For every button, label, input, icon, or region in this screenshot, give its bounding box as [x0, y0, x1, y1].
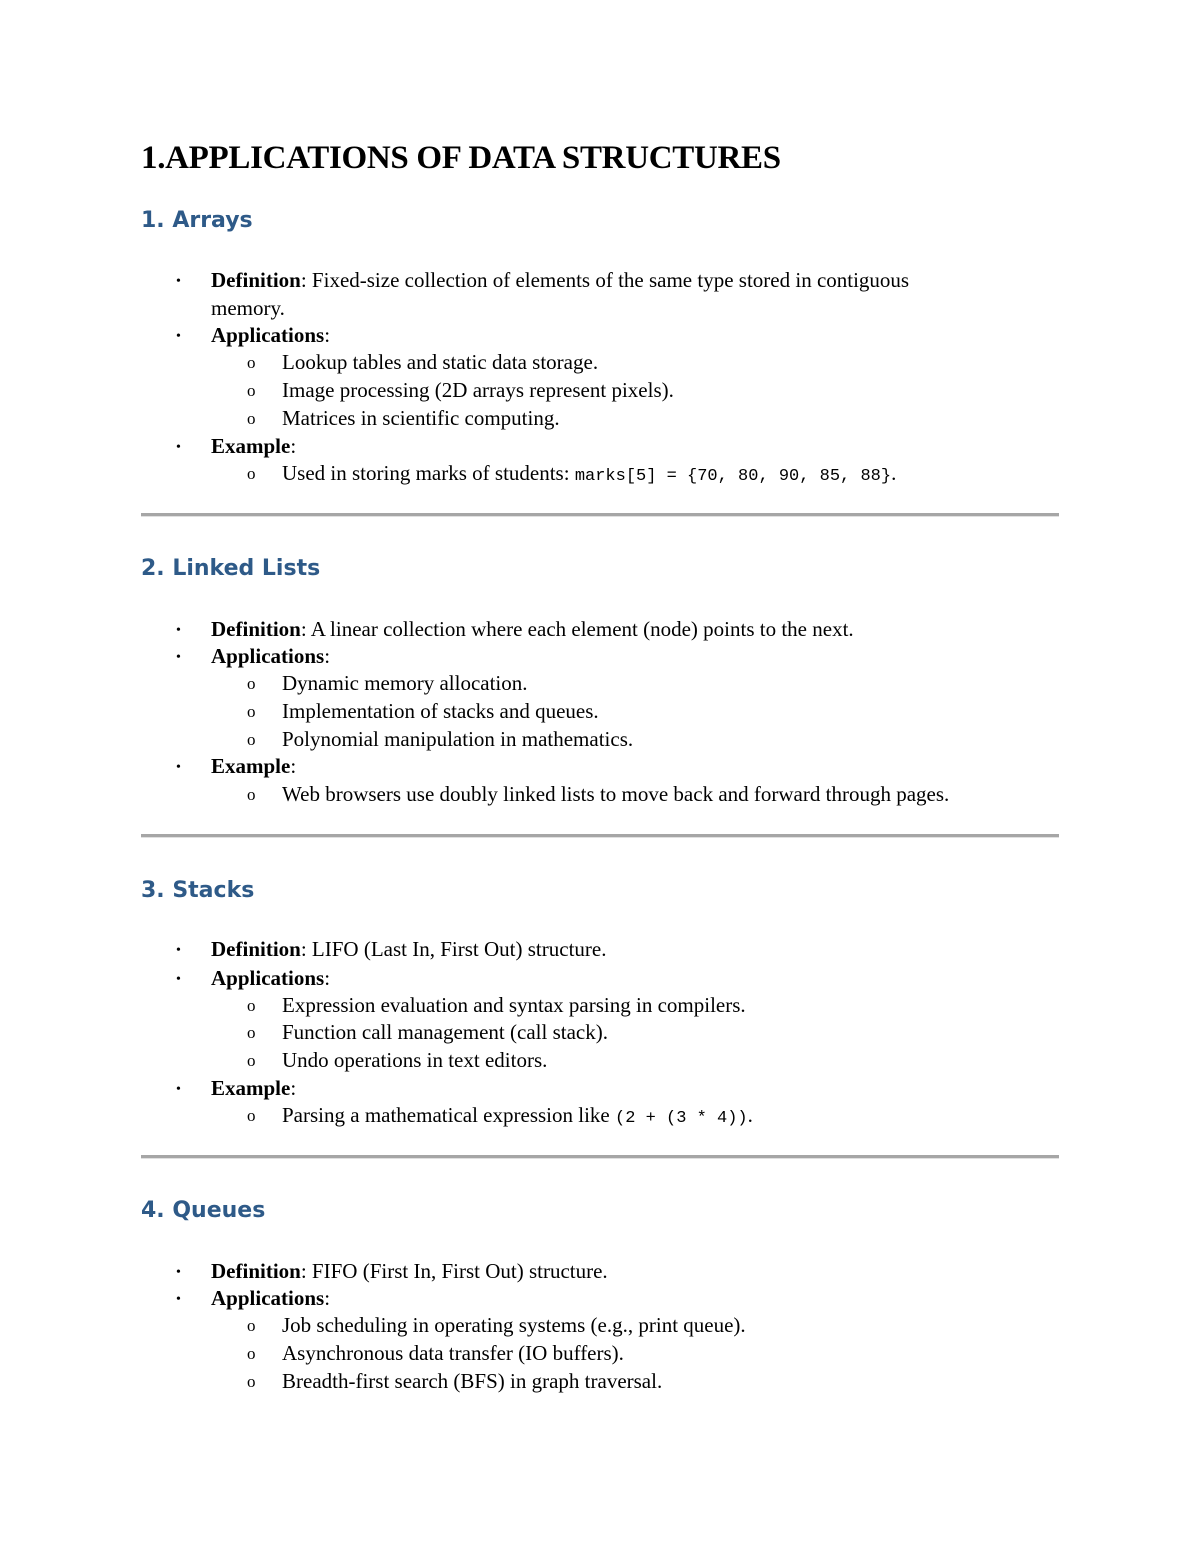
horizontal-divider: [141, 1155, 1059, 1159]
colon: :: [324, 644, 331, 668]
sub-bullet-icon: o: [247, 381, 256, 400]
applications-label: Applications: [211, 323, 325, 347]
sub-bullet-icon: o: [247, 464, 256, 483]
application-item: Lookup tables and static data storage.: [282, 350, 599, 374]
application-item: Breadth-first search (BFS) in graph traversal.: [282, 1369, 663, 1393]
example-code: (2 + (3 * 4)): [615, 1109, 748, 1128]
bullet-icon: •: [176, 760, 181, 775]
example-text: Parsing a mathematical expression like: [282, 1103, 615, 1127]
definition-line: [211, 1257, 608, 1285]
definition-label: Definition: [211, 937, 301, 961]
sub-bullet-icon: o: [247, 702, 256, 721]
sub-bullet-icon: o: [247, 353, 256, 372]
example-item: Web browsers use doubly linked lists to move back and forward through pages.: [282, 782, 950, 806]
bullet-icon: •: [176, 274, 181, 289]
sub-bullet-icon: o: [247, 1023, 256, 1042]
definition-label: Definition: [211, 1259, 301, 1283]
application-item: Dynamic memory allocation.: [282, 671, 528, 695]
example-label: Example: [211, 434, 291, 458]
sub-bullet-icon: o: [247, 1372, 256, 1391]
application-item: Asynchronous data transfer (IO buffers).: [282, 1341, 624, 1365]
example-label: Example: [211, 754, 291, 778]
example-line: [211, 752, 296, 780]
definition-text: : LIFO (Last In, First Out) structure.: [300, 937, 607, 961]
bullet-icon: •: [176, 943, 181, 958]
definition-label: Definition: [211, 268, 301, 292]
sub-bullet-icon: o: [247, 1316, 256, 1335]
definition-line: [211, 935, 606, 963]
horizontal-divider: [141, 834, 1059, 838]
bullet-icon: •: [176, 329, 181, 344]
applications-label: Applications: [211, 1286, 325, 1310]
application-item: Undo operations in text editors.: [282, 1048, 548, 1072]
applications-line: [211, 642, 330, 670]
example-item: [282, 1101, 753, 1133]
example-suffix: .: [747, 1103, 753, 1127]
colon: :: [290, 434, 297, 458]
colon: :: [324, 966, 331, 990]
example-item: [282, 459, 896, 491]
applications-label: Applications: [211, 966, 325, 990]
section-heading: 4. Queues: [141, 1198, 266, 1223]
bullet-icon: •: [176, 1292, 181, 1307]
colon: :: [290, 754, 297, 778]
application-item: Function call management (call stack).: [282, 1020, 608, 1044]
applications-line: [211, 1284, 330, 1312]
definition-text: : A linear collection where each element (node) points to the next.: [300, 617, 854, 641]
sub-bullet-icon: o: [247, 674, 256, 693]
example-line: [211, 432, 296, 460]
bullet-icon: •: [176, 1082, 181, 1097]
definition-line: [211, 615, 854, 643]
application-item: Job scheduling in operating systems (e.g., print queue).: [282, 1313, 746, 1337]
applications-line: [211, 964, 330, 992]
bullet-icon: •: [176, 1265, 181, 1280]
colon: :: [290, 1076, 297, 1100]
applications-line: [211, 321, 330, 349]
sub-bullet-icon: o: [247, 409, 256, 428]
section-heading: 2. Linked Lists: [141, 556, 321, 581]
bullet-icon: •: [176, 623, 181, 638]
definition-continuation: memory.: [211, 296, 285, 320]
sub-bullet-icon: o: [247, 730, 256, 749]
horizontal-divider: [141, 513, 1059, 517]
sub-bullet-icon: o: [247, 1106, 256, 1125]
colon: :: [324, 1286, 331, 1310]
example-line: [211, 1074, 296, 1102]
bullet-icon: •: [176, 440, 181, 455]
application-item: Polynomial manipulation in mathematics.: [282, 727, 634, 751]
definition-text: : Fixed-size collection of elements of the same type stored in contiguous: [300, 268, 910, 292]
definition-label: Definition: [211, 617, 301, 641]
example-suffix: .: [891, 461, 897, 485]
application-item: Expression evaluation and syntax parsing in compilers.: [282, 993, 746, 1017]
sub-bullet-icon: o: [247, 785, 256, 804]
application-item: Image processing (2D arrays represent pixels).: [282, 378, 674, 402]
section-heading: 1. Arrays: [141, 208, 253, 233]
example-text: Used in storing marks of students:: [282, 461, 575, 485]
example-label: Example: [211, 1076, 291, 1100]
example-code: marks[5] = {70, 80, 90, 85, 88}: [574, 467, 892, 486]
section-heading: 3. Stacks: [141, 878, 255, 903]
bullet-icon: •: [176, 650, 181, 665]
sub-bullet-icon: o: [247, 1051, 256, 1070]
bullet-icon: •: [176, 972, 181, 987]
applications-label: Applications: [211, 644, 325, 668]
application-item: Matrices in scientific computing.: [282, 406, 560, 430]
document-title: 1.APPLICATIONS OF DATA STRUCTURES: [141, 140, 781, 176]
application-item: Implementation of stacks and queues.: [282, 699, 599, 723]
definition-line: [211, 266, 909, 294]
sub-bullet-icon: o: [247, 1344, 256, 1363]
definition-text: : FIFO (First In, First Out) structure.: [300, 1259, 608, 1283]
sub-bullet-icon: o: [247, 996, 256, 1015]
colon: :: [324, 323, 331, 347]
